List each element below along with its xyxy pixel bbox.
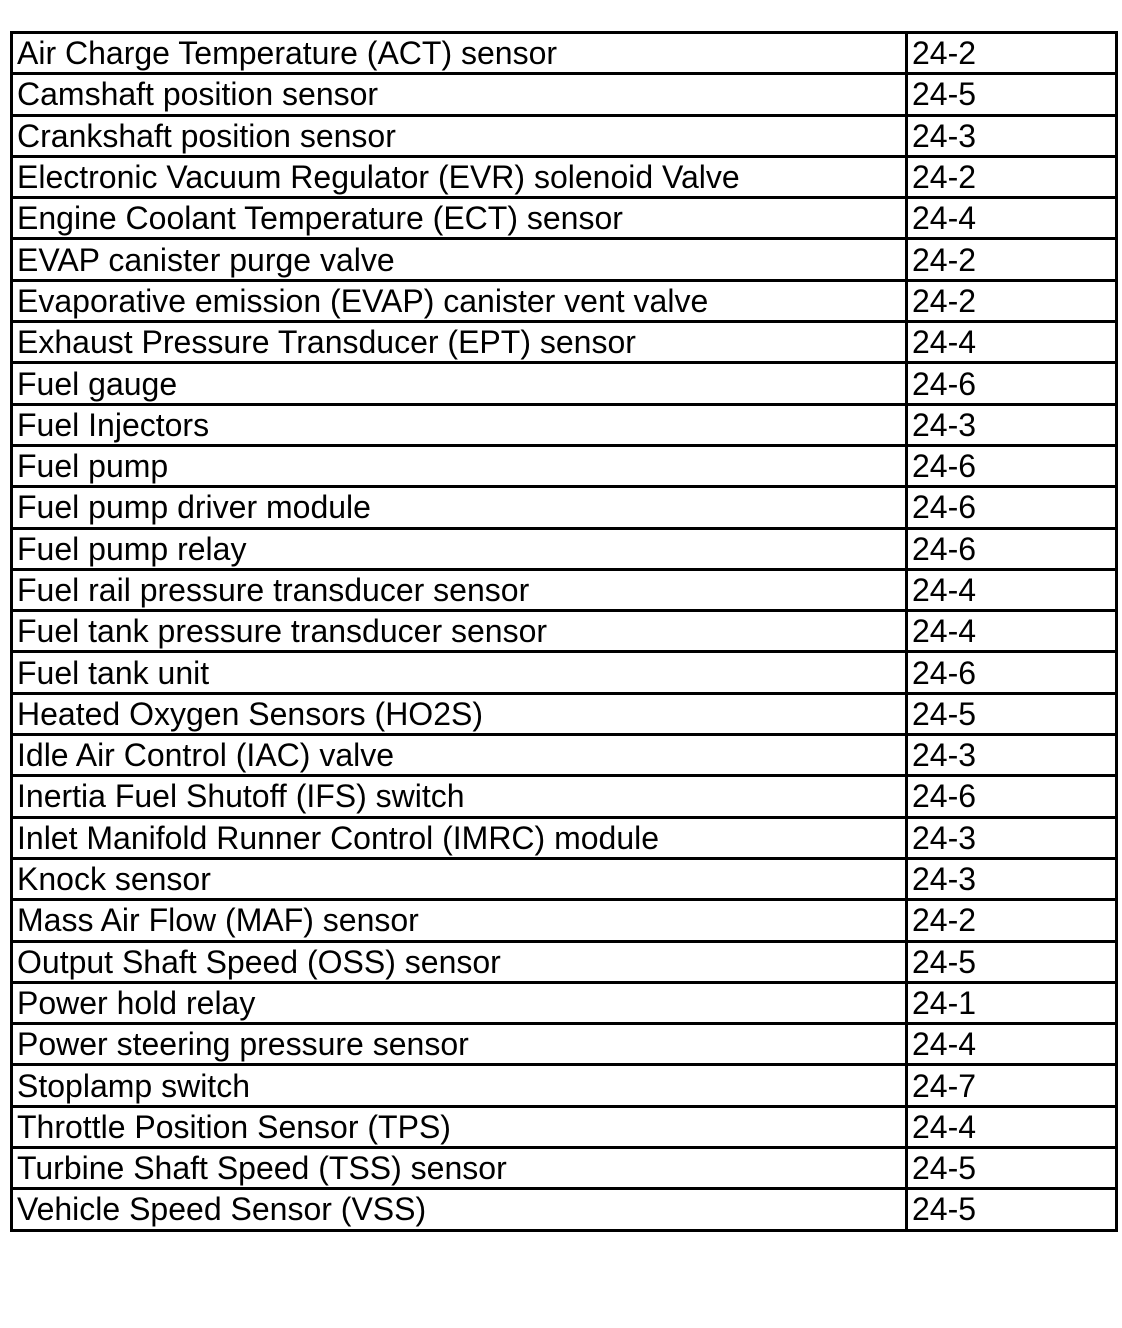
table-row [12,693,1117,734]
page-reference-cell: 24-6 [907,652,1117,693]
page-reference-cell: 24-6 [907,445,1117,486]
table-row [12,776,1117,817]
table-row [12,280,1117,321]
component-name-cell: Crankshaft position sensor [12,115,907,156]
component-name-cell: Fuel tank unit [12,652,907,693]
component-name-cell: Inertia Fuel Shutoff (IFS) switch [12,776,907,817]
page-reference-cell: 24-3 [907,817,1117,858]
table-row [12,115,1117,156]
table-row [12,487,1117,528]
component-name-cell: Knock sensor [12,858,907,899]
component-name-cell: Fuel gauge [12,363,907,404]
page-reference-cell: 24-5 [907,74,1117,115]
component-name-cell: Camshaft position sensor [12,74,907,115]
page-reference-cell: 24-6 [907,776,1117,817]
table-row [12,445,1117,486]
table-row [12,1189,1117,1230]
component-name-cell: Electronic Vacuum Regulator (EVR) solenoid Valve [12,156,907,197]
component-name-cell: Fuel tank pressure transducer sensor [12,611,907,652]
component-name-cell: Idle Air Control (IAC) valve [12,735,907,776]
component-name-cell: Fuel Injectors [12,404,907,445]
page-reference-cell: 24-4 [907,611,1117,652]
page-reference-cell: 24-2 [907,33,1117,74]
table-row [12,982,1117,1023]
table-row [12,1065,1117,1106]
table-row [12,33,1117,74]
component-name-cell: Fuel pump relay [12,528,907,569]
component-name-cell: Fuel pump [12,445,907,486]
table-row [12,941,1117,982]
component-name-cell: Engine Coolant Temperature (ECT) sensor [12,198,907,239]
table-row [12,858,1117,899]
component-name-cell: Heated Oxygen Sensors (HO2S) [12,693,907,734]
component-index-table [10,31,1118,1232]
page-reference-cell: 24-6 [907,363,1117,404]
table-row [12,322,1117,363]
component-name-cell: Throttle Position Sensor (TPS) [12,1106,907,1147]
component-name-cell: Output Shaft Speed (OSS) sensor [12,941,907,982]
table-row [12,239,1117,280]
component-name-cell: EVAP canister purge valve [12,239,907,280]
page-reference-cell: 24-5 [907,693,1117,734]
page-reference-cell: 24-2 [907,900,1117,941]
component-name-cell: Mass Air Flow (MAF) sensor [12,900,907,941]
page-reference-cell: 24-2 [907,156,1117,197]
page-reference-cell: 24-1 [907,982,1117,1023]
component-name-cell: Turbine Shaft Speed (TSS) sensor [12,1148,907,1189]
table-row [12,900,1117,941]
component-name-cell: Power hold relay [12,982,907,1023]
table-row [12,363,1117,404]
component-name-cell: Evaporative emission (EVAP) canister vent valve [12,280,907,321]
page-reference-cell: 24-2 [907,280,1117,321]
component-name-cell: Inlet Manifold Runner Control (IMRC) module [12,817,907,858]
page-reference-cell: 24-5 [907,941,1117,982]
table-row [12,817,1117,858]
component-name-cell: Fuel pump driver module [12,487,907,528]
table-row [12,652,1117,693]
component-name-cell: Stoplamp switch [12,1065,907,1106]
page-reference-cell: 24-3 [907,735,1117,776]
table-row [12,1024,1117,1065]
component-name-cell: Exhaust Pressure Transducer (EPT) sensor [12,322,907,363]
page-reference-cell: 24-5 [907,1189,1117,1230]
page-reference-cell: 24-6 [907,528,1117,569]
table-row [12,404,1117,445]
table-row [12,528,1117,569]
table-row [12,569,1117,610]
page-reference-cell: 24-4 [907,322,1117,363]
component-name-cell: Air Charge Temperature (ACT) sensor [12,33,907,74]
page-reference-cell: 24-7 [907,1065,1117,1106]
table-row [12,1106,1117,1147]
component-name-cell: Vehicle Speed Sensor (VSS) [12,1189,907,1230]
component-index-body [12,33,1117,1231]
page-reference-cell: 24-4 [907,198,1117,239]
component-name-cell: Fuel rail pressure transducer sensor [12,569,907,610]
page-reference-cell: 24-5 [907,1148,1117,1189]
table-row [12,611,1117,652]
page-reference-cell: 24-4 [907,1024,1117,1065]
table-row [12,735,1117,776]
page-reference-cell: 24-3 [907,858,1117,899]
page-reference-cell: 24-2 [907,239,1117,280]
page-reference-cell: 24-4 [907,569,1117,610]
table-row [12,198,1117,239]
page-reference-cell: 24-6 [907,487,1117,528]
table-row [12,74,1117,115]
page-reference-cell: 24-3 [907,115,1117,156]
page-reference-cell: 24-3 [907,404,1117,445]
table-row [12,1148,1117,1189]
table-row [12,156,1117,197]
component-name-cell: Power steering pressure sensor [12,1024,907,1065]
page-reference-cell: 24-4 [907,1106,1117,1147]
